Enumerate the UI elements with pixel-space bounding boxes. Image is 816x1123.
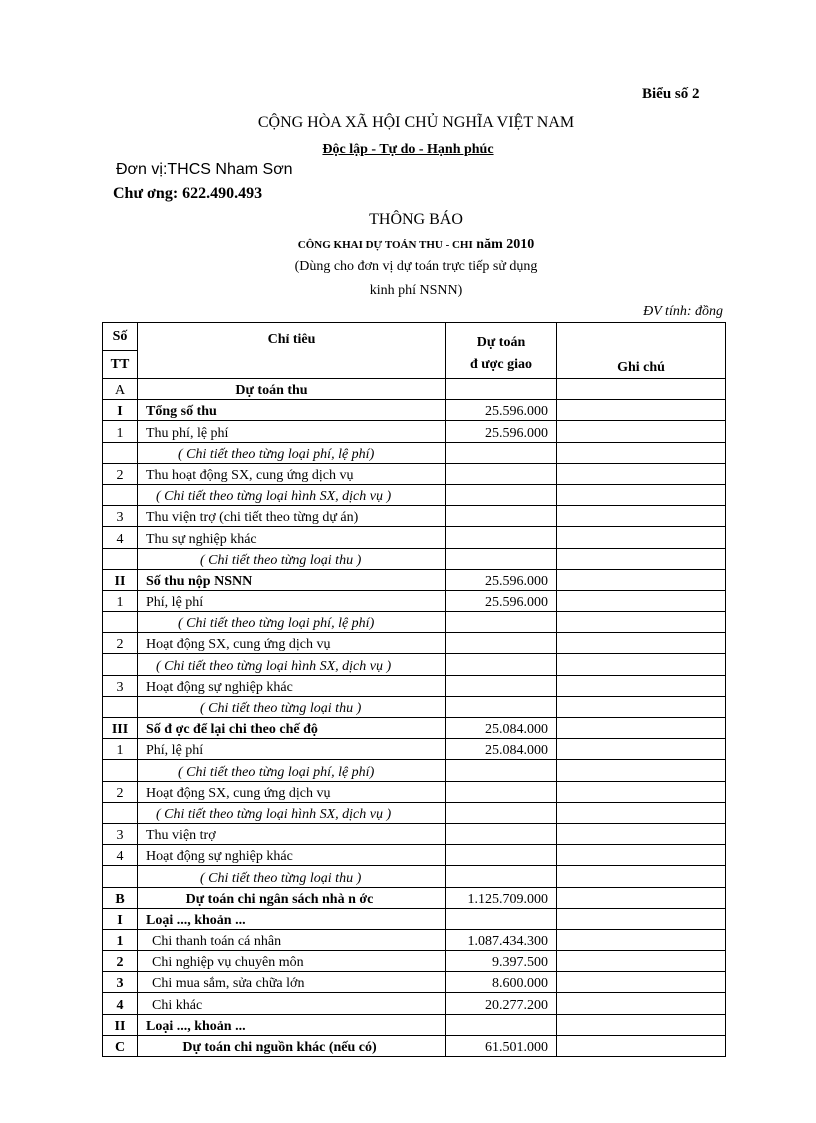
row-item: Hoạt động sự nghiệp khác — [138, 845, 446, 866]
table-row — [103, 527, 726, 548]
row-estimate — [446, 463, 557, 484]
row-estimate — [446, 802, 557, 823]
row-note — [557, 463, 726, 484]
table-row — [103, 972, 726, 993]
table-row — [103, 612, 726, 633]
row-estimate — [446, 484, 557, 505]
budget-table — [102, 322, 726, 1057]
header-estimate-line2: đ ược giao — [446, 351, 557, 379]
table-row — [103, 1014, 726, 1035]
row-item: ( Chi tiết theo từng loại phí, lệ phí) — [138, 612, 446, 633]
row-estimate — [446, 781, 557, 802]
row-note — [557, 760, 726, 781]
table-row — [103, 548, 726, 569]
row-stt — [103, 612, 138, 633]
row-item: Chi mua sắm, sửa chữa lớn — [138, 972, 446, 993]
row-note — [557, 823, 726, 844]
row-note — [557, 972, 726, 993]
table-row — [103, 718, 726, 739]
row-stt: 3 — [103, 506, 138, 527]
row-note — [557, 1014, 726, 1035]
row-stt — [103, 802, 138, 823]
row-estimate — [446, 379, 557, 400]
row-stt: 2 — [103, 463, 138, 484]
row-estimate — [446, 823, 557, 844]
row-note — [557, 421, 726, 442]
table-row — [103, 1035, 726, 1056]
row-estimate — [446, 506, 557, 527]
row-estimate: 1.087.434.300 — [446, 929, 557, 950]
row-item: ( Chi tiết theo từng loại hình SX, dịch vụ ) — [138, 484, 446, 505]
row-note — [557, 527, 726, 548]
table-row — [103, 633, 726, 654]
row-item: ( Chi tiết theo từng loại thu ) — [138, 866, 446, 887]
row-estimate: 20.277.200 — [446, 993, 557, 1014]
row-item: ( Chi tiết theo từng loại phí, lệ phí) — [138, 442, 446, 463]
row-note — [557, 484, 726, 505]
row-item: Dự toán thu — [138, 379, 446, 400]
row-estimate: 9.397.500 — [446, 951, 557, 972]
table-row — [103, 654, 726, 675]
row-stt: 1 — [103, 929, 138, 950]
table-row — [103, 463, 726, 484]
notice-subtitle-caps: CÔNG KHAI DỰ TOÁN THU - CHI — [297, 239, 473, 251]
table-row — [103, 506, 726, 527]
row-estimate: 25.596.000 — [446, 400, 557, 421]
row-stt: 2 — [103, 781, 138, 802]
row-stt — [103, 484, 138, 505]
row-stt: B — [103, 887, 138, 908]
notice-subtitle-year: năm 2010 — [476, 237, 535, 252]
row-note — [557, 675, 726, 696]
national-motto — [0, 142, 816, 158]
row-item: Dự toán chi ngân sách nhà n ớc — [138, 887, 446, 908]
table-body — [103, 379, 726, 1057]
row-stt: 3 — [103, 823, 138, 844]
row-item: Dự toán chi nguồn khác (nếu có) — [138, 1035, 446, 1056]
motto-text: Độc lập - Tự do - Hạnh phúc — [322, 142, 494, 157]
row-estimate: 25.084.000 — [446, 739, 557, 760]
row-stt: 4 — [103, 845, 138, 866]
row-estimate: 8.600.000 — [446, 972, 557, 993]
row-estimate: 25.596.000 — [446, 569, 557, 590]
row-estimate — [446, 1014, 557, 1035]
row-item: Chi thanh toán cá nhân — [138, 929, 446, 950]
row-item: ( Chi tiết theo từng loại thu ) — [138, 696, 446, 717]
table-row — [103, 908, 726, 929]
header-estimate-line1: Dự toán — [446, 323, 557, 351]
row-note — [557, 442, 726, 463]
row-note — [557, 696, 726, 717]
table-row — [103, 484, 726, 505]
header-stt-line1: Số — [103, 323, 138, 351]
row-note — [557, 654, 726, 675]
table-row — [103, 802, 726, 823]
row-estimate — [446, 654, 557, 675]
table-row — [103, 887, 726, 908]
row-item: Hoạt động sự nghiệp khác — [138, 675, 446, 696]
row-item: Thu hoạt động SX, cung ứng dịch vụ — [138, 463, 446, 484]
notice-subtitle — [0, 237, 816, 253]
header-stt-line2: TT — [103, 351, 138, 379]
row-estimate: 25.596.000 — [446, 421, 557, 442]
header-item: Chỉ tiêu — [138, 323, 446, 379]
row-stt — [103, 696, 138, 717]
table-row — [103, 675, 726, 696]
row-item: Hoạt động SX, cung ứng dịch vụ — [138, 633, 446, 654]
row-estimate — [446, 675, 557, 696]
row-estimate: 61.501.000 — [446, 1035, 557, 1056]
row-estimate — [446, 845, 557, 866]
row-estimate — [446, 442, 557, 463]
row-item: Thu sự nghiệp khác — [138, 527, 446, 548]
row-item: Tổng số thu — [138, 400, 446, 421]
row-item: Phí, lệ phí — [138, 739, 446, 760]
row-stt: A — [103, 379, 138, 400]
row-stt — [103, 442, 138, 463]
row-note — [557, 951, 726, 972]
row-item: ( Chi tiết theo từng loại hình SX, dịch vụ ) — [138, 654, 446, 675]
row-stt: 1 — [103, 421, 138, 442]
row-note — [557, 908, 726, 929]
row-item: ( Chi tiết theo từng loại phí, lệ phí) — [138, 760, 446, 781]
table-row — [103, 400, 726, 421]
row-item: Số thu nộp NSNN — [138, 569, 446, 590]
row-item: Loại ..., khoản ... — [138, 908, 446, 929]
row-stt: 4 — [103, 527, 138, 548]
table-row — [103, 781, 726, 802]
header-note: Ghi chú — [557, 323, 726, 379]
row-stt: 3 — [103, 972, 138, 993]
row-stt — [103, 866, 138, 887]
row-note — [557, 781, 726, 802]
table-row — [103, 929, 726, 950]
row-item: Số đ ợc để lại chi theo chế độ — [138, 718, 446, 739]
row-note — [557, 1035, 726, 1056]
row-item: Chi khác — [138, 993, 446, 1014]
republic-title: CỘNG HÒA XÃ HỘI CHỦ NGHĨA VIỆT NAM — [257, 114, 575, 131]
row-item: ( Chi tiết theo từng loại thu ) — [138, 548, 446, 569]
row-note — [557, 506, 726, 527]
row-stt: 2 — [103, 951, 138, 972]
row-note — [557, 569, 726, 590]
row-estimate: 25.084.000 — [446, 718, 557, 739]
table-row — [103, 866, 726, 887]
chapter-code: Chư ơng: 622.490.493 — [113, 185, 263, 202]
row-estimate — [446, 548, 557, 569]
table-row — [103, 379, 726, 400]
row-stt: 2 — [103, 633, 138, 654]
row-item: ( Chi tiết theo từng loại hình SX, dịch vụ ) — [138, 802, 446, 823]
row-item: Thu viện trợ (chi tiết theo từng dự án) — [138, 506, 446, 527]
notice-title: THÔNG BÁO — [369, 211, 463, 228]
row-note — [557, 929, 726, 950]
row-estimate: 1.125.709.000 — [446, 887, 557, 908]
row-stt: I — [103, 400, 138, 421]
row-stt — [103, 548, 138, 569]
row-note — [557, 548, 726, 569]
usage-note-line1: (Dùng cho đơn vị dự toán trực tiếp sử dụng — [294, 259, 538, 274]
row-stt: C — [103, 1035, 138, 1056]
unit-name: Đơn vị:THCS Nham Sơn — [116, 161, 293, 178]
table-row — [103, 421, 726, 442]
row-stt: II — [103, 569, 138, 590]
table-row — [103, 823, 726, 844]
currency-unit: ĐV tính: đồng — [643, 304, 723, 319]
row-item: Hoạt động SX, cung ứng dịch vụ — [138, 781, 446, 802]
row-stt: 1 — [103, 590, 138, 611]
table-row — [103, 442, 726, 463]
row-item: Phí, lệ phí — [138, 590, 446, 611]
row-estimate — [446, 633, 557, 654]
row-stt — [103, 654, 138, 675]
row-item: Thu viện trợ — [138, 823, 446, 844]
form-number: Biểu số 2 — [642, 86, 700, 102]
row-estimate — [446, 908, 557, 929]
table-row — [103, 696, 726, 717]
usage-note-line2: kinh phí NSNN) — [369, 283, 463, 298]
table-row — [103, 590, 726, 611]
row-note — [557, 739, 726, 760]
row-estimate — [446, 527, 557, 548]
row-estimate — [446, 866, 557, 887]
table-row — [103, 739, 726, 760]
row-stt: 4 — [103, 993, 138, 1014]
row-stt: I — [103, 908, 138, 929]
row-note — [557, 718, 726, 739]
table-row — [103, 845, 726, 866]
row-stt: III — [103, 718, 138, 739]
row-estimate — [446, 760, 557, 781]
row-stt: 1 — [103, 739, 138, 760]
table-row — [103, 951, 726, 972]
row-note — [557, 993, 726, 1014]
row-note — [557, 612, 726, 633]
row-note — [557, 379, 726, 400]
row-note — [557, 633, 726, 654]
row-estimate: 25.596.000 — [446, 590, 557, 611]
row-stt: 3 — [103, 675, 138, 696]
table-row — [103, 993, 726, 1014]
row-item: Loại ..., khoản ... — [138, 1014, 446, 1035]
row-note — [557, 845, 726, 866]
row-note — [557, 866, 726, 887]
table-row — [103, 760, 726, 781]
row-item: Thu phí, lệ phí — [138, 421, 446, 442]
row-stt — [103, 760, 138, 781]
row-note — [557, 887, 726, 908]
row-note — [557, 400, 726, 421]
row-item: Chi nghiệp vụ chuyên môn — [138, 951, 446, 972]
row-note — [557, 802, 726, 823]
row-estimate — [446, 696, 557, 717]
table-row — [103, 569, 726, 590]
row-stt: II — [103, 1014, 138, 1035]
row-estimate — [446, 612, 557, 633]
row-note — [557, 590, 726, 611]
